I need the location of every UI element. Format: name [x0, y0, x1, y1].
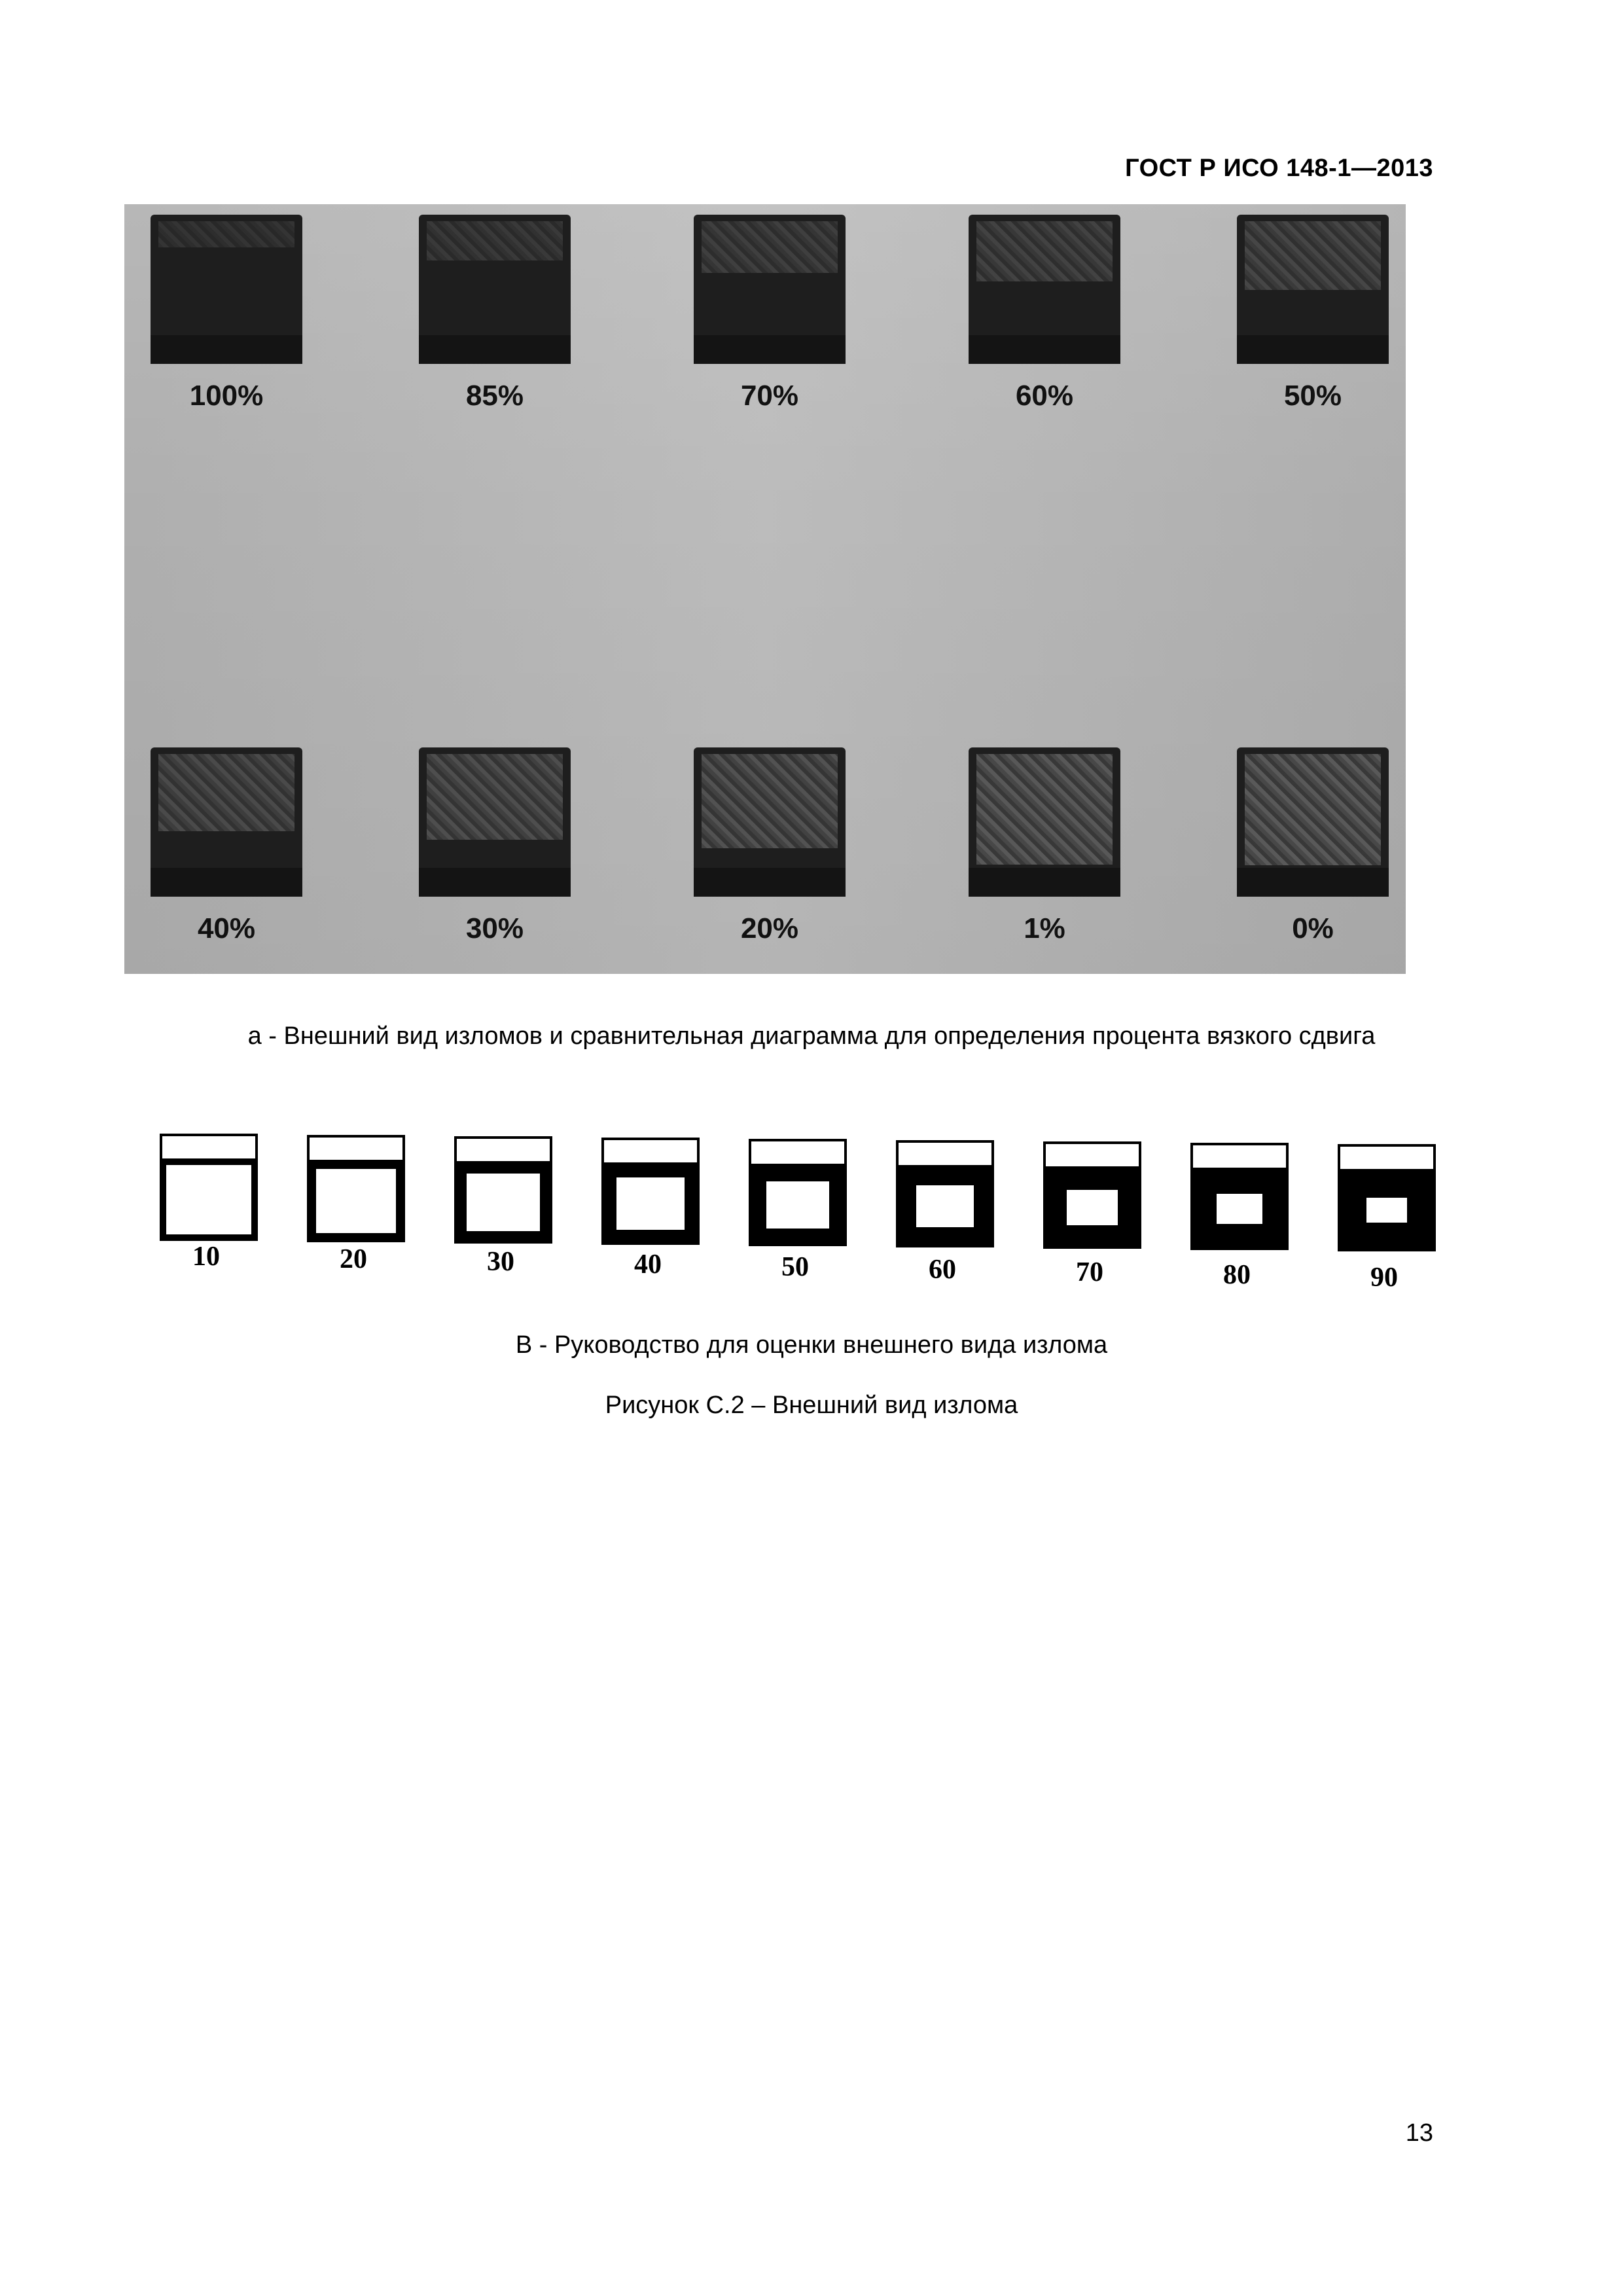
fracture-guide-box: [1190, 1143, 1289, 1250]
guide-notch-band: [751, 1141, 844, 1166]
guide-value-label: 30: [487, 1247, 514, 1277]
guide-shear-window: [616, 1177, 685, 1230]
specimen-base: [1237, 335, 1389, 364]
figure-a-caption: а - Внешний вид изломов и сравнительная диаграмма для определения процента вязкого сдвига: [247, 1022, 1376, 1050]
fracture-surface: [158, 221, 294, 247]
fracture-photo-panel: [124, 204, 1406, 974]
specimen-base: [151, 335, 302, 364]
guide-notch-band: [1193, 1145, 1286, 1170]
guide-value-label: 50: [781, 1252, 809, 1282]
fracture-surface: [976, 221, 1113, 281]
guide-shear-window: [1217, 1194, 1262, 1224]
guide-shear-window: [467, 1174, 540, 1231]
specimen-base: [969, 335, 1120, 364]
fracture-guide-item: [454, 1136, 552, 1277]
fracture-surface: [976, 754, 1113, 865]
fracture-surface: [702, 221, 838, 273]
shear-percent-label: 100%: [189, 380, 264, 412]
guide-shear-window: [916, 1185, 974, 1227]
fracture-specimen: [151, 747, 302, 897]
fracture-specimen: [419, 215, 571, 364]
guide-value-label: 40: [634, 1249, 662, 1280]
guide-shear-window: [1366, 1198, 1407, 1223]
fracture-guide-item: [749, 1139, 847, 1282]
fracture-specimen: [694, 747, 846, 897]
fracture-guide-item: [1338, 1144, 1436, 1293]
fracture-surface: [702, 754, 838, 848]
guide-value-label: 60: [929, 1255, 956, 1285]
guide-notch-band: [604, 1140, 697, 1165]
fracture-specimen: [969, 747, 1120, 897]
specimen-base: [694, 868, 846, 897]
fracture-guide-item: [160, 1134, 258, 1272]
fracture-specimen: [694, 215, 846, 364]
shear-percent-label: 1%: [1024, 912, 1065, 944]
guide-notch-band: [162, 1136, 255, 1161]
guide-notch-band: [899, 1143, 991, 1168]
specimen-base: [419, 868, 571, 897]
fracture-surface: [1245, 221, 1381, 290]
shear-percent-label: 30%: [465, 912, 524, 944]
shear-percent-label: 50%: [1283, 380, 1342, 412]
fracture-guide-item: [601, 1138, 700, 1280]
specimen-base: [1237, 868, 1389, 897]
document-code: ГОСТ Р ИСО 148-1—2013: [1125, 154, 1433, 182]
fracture-surface: [158, 754, 294, 831]
specimen-base: [419, 335, 571, 364]
fracture-guide-box: [896, 1140, 994, 1247]
fracture-guide-box: [601, 1138, 700, 1245]
guide-value-label: 20: [340, 1244, 367, 1274]
guide-value-label: 10: [192, 1242, 220, 1272]
guide-value-label: 70: [1076, 1257, 1103, 1287]
guide-value-label: 90: [1370, 1263, 1398, 1293]
fracture-surface: [1245, 754, 1381, 865]
guide-notch-band: [1046, 1144, 1139, 1169]
fracture-guide-box: [160, 1134, 258, 1241]
guide-shear-window: [1067, 1190, 1118, 1225]
shear-percent-label: 85%: [465, 380, 524, 412]
fracture-specimen: [151, 215, 302, 364]
guide-shear-window: [166, 1165, 251, 1234]
guide-value-label: 80: [1223, 1260, 1251, 1290]
guide-notch-band: [310, 1138, 402, 1162]
fracture-guide-box: [749, 1139, 847, 1246]
fracture-specimen: [1237, 215, 1389, 364]
guide-notch-band: [1340, 1147, 1433, 1172]
specimen-base: [969, 868, 1120, 897]
fracture-surface: [427, 221, 563, 260]
shear-percent-label: 0%: [1292, 912, 1334, 944]
shear-percent-label: 60%: [1015, 380, 1074, 412]
guide-shear-window: [316, 1169, 396, 1233]
fracture-specimen: [1237, 747, 1389, 897]
fracture-guide-item: [896, 1140, 994, 1285]
fracture-surface: [427, 754, 563, 840]
fracture-guide-box: [454, 1136, 552, 1244]
guide-shear-window: [766, 1181, 829, 1229]
fracture-guide-box: [1338, 1144, 1436, 1251]
fracture-specimen: [419, 747, 571, 897]
fracture-guide-box: [307, 1135, 405, 1242]
specimen-base: [151, 868, 302, 897]
guide-notch-band: [457, 1139, 550, 1164]
shear-percent-label: 20%: [740, 912, 799, 944]
page-number: 13: [1405, 2119, 1433, 2147]
fracture-guide-box: [1043, 1141, 1141, 1249]
fracture-guide-item: [1190, 1143, 1289, 1290]
shear-percent-label: 40%: [197, 912, 256, 944]
fracture-specimen: [969, 215, 1120, 364]
fracture-guide-item: [307, 1135, 405, 1274]
fracture-guide-item: [1043, 1141, 1141, 1287]
figure-b-caption: В - Руководство для оценки внешнего вида излома: [515, 1331, 1108, 1359]
shear-percent-label: 70%: [740, 380, 799, 412]
specimen-base: [694, 335, 846, 364]
figure-title: Рисунок С.2 – Внешний вид излома: [605, 1391, 1018, 1419]
